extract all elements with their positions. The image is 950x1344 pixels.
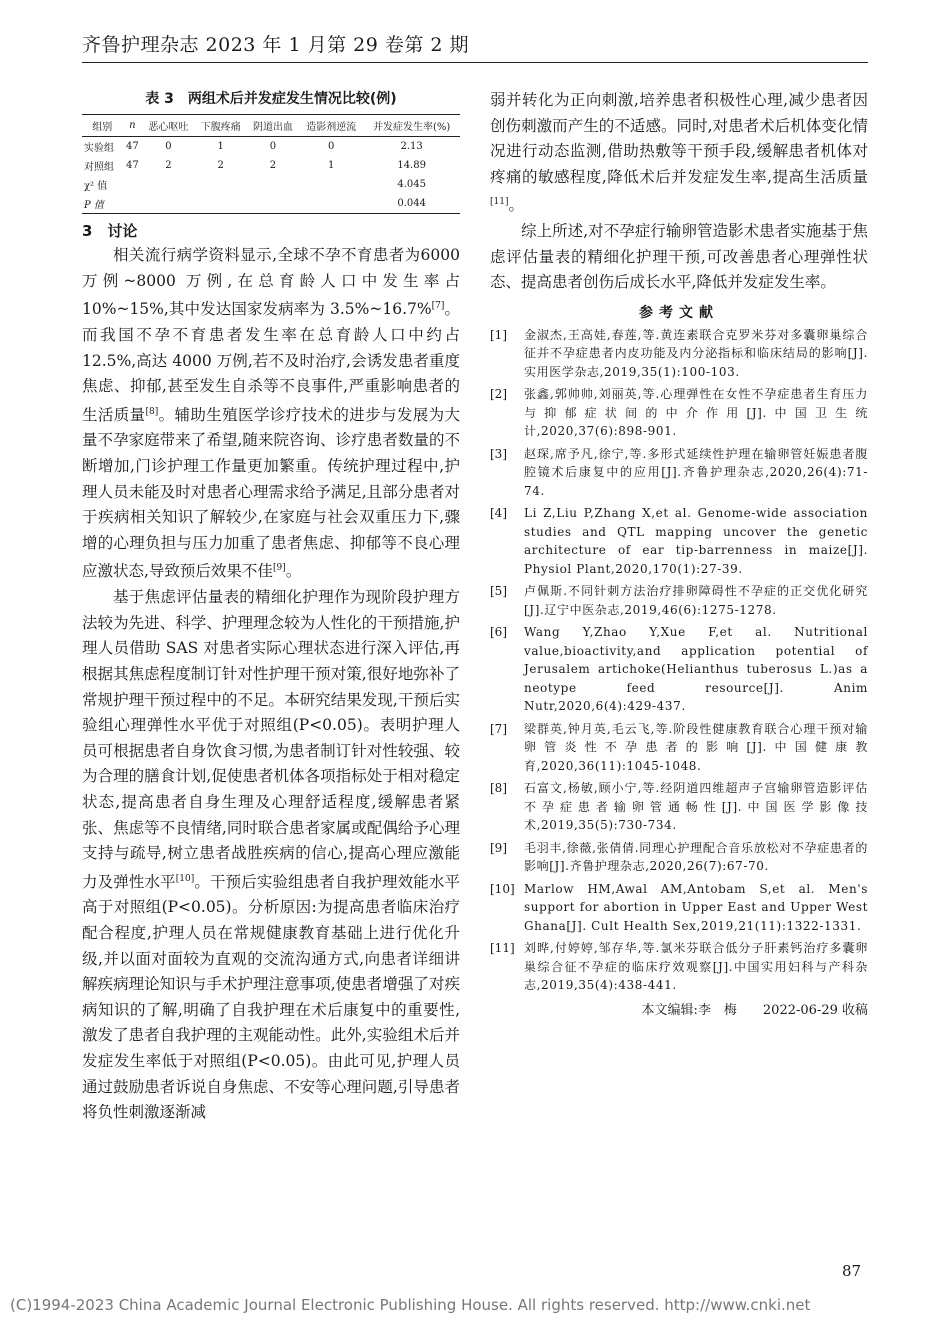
reference-text: 赵琛,席予凡,徐宁,等.多形式延续性护理在输卵管妊娠患者腹腔镜术后康复中的应用[J].齐鲁护理杂志,2020,26(4):71-74. xyxy=(524,446,868,498)
reference-item xyxy=(490,720,868,776)
table-cell xyxy=(247,175,299,194)
table-header-cell: 造影剂逆流 xyxy=(299,115,363,137)
section-heading: 3 讨论 xyxy=(82,222,138,240)
header-rule xyxy=(82,62,868,63)
reference-number: [3] xyxy=(490,446,507,461)
table-cell: 47 xyxy=(125,160,139,171)
reference-item xyxy=(490,623,868,716)
citation: [7] xyxy=(431,301,445,312)
reference-number: [7] xyxy=(490,721,507,736)
discussion-paragraph-2-continued xyxy=(490,88,868,219)
table-cell: 0 xyxy=(328,141,335,152)
citation: [11] xyxy=(490,197,509,208)
table-header-cell: 组别 xyxy=(82,115,122,137)
table-cell: 2 xyxy=(269,160,277,171)
reference-item xyxy=(490,504,868,578)
reference-number: [4] xyxy=(490,506,507,521)
reference-text: 金淑杰,王高娃,春莲,等.黄连素联合克罗米芬对多囊卵巢综合征并不孕症患者内皮功能及内分泌指标和临床结局的影响[J].实用医学杂志,2019,35(1):100-103. xyxy=(524,327,868,379)
editor-line: 本文编辑:李 梅 2022-06-29 收稿 xyxy=(641,1002,868,1018)
table-cell xyxy=(195,194,247,214)
reference-item xyxy=(490,779,868,835)
discussion-paragraph-1 xyxy=(82,243,460,585)
table-cell xyxy=(195,175,247,194)
table-row xyxy=(82,156,460,175)
table-cell: 47 xyxy=(125,141,139,152)
table-cell: 0.044 xyxy=(363,194,460,214)
table-header-cell: 阴道出血 xyxy=(247,115,299,137)
reference-text: 石富文,杨敏,顾小宁,等.经阴道四维超声子宫输卵管造影评估不孕症患者输卵管通畅性[J].中国医学影像技术,2019,35(5):730-734. xyxy=(524,781,868,833)
reference-item xyxy=(490,839,868,876)
reference-number: [10] xyxy=(490,881,515,896)
citation: [8] xyxy=(145,406,159,417)
reference-text: 梁群英,钟月英,毛云飞,等.阶段性健康教育联合心理干预对输卵管炎性不孕患者的影响[J].中国健康教育,2020,36(11):1045-1048. xyxy=(524,721,868,773)
table-cell xyxy=(299,175,363,194)
copyright-footer: (C)1994-2023 China Academic Journal Electronic Publishing House. All rights reserved. http://www.cnki.net xyxy=(10,1296,811,1314)
table-cell xyxy=(122,175,142,194)
paragraph-text: 。辅助生殖医学诊疗技术的进步与发展为大量不孕家庭带来了希望,随来院咨询、诊疗患者数量的不断增加,门诊护理工作量更加繁重。传统护理过程中,护理人员未能及时对患者心理需求给予满足,且部分患者对于疾病相关知识了解较少,在家庭与社会双重压力下,骤增的心理负担与压力加重了患者焦虑、抑郁等不良心理应激状态,导致预后效果不佳 xyxy=(82,405,460,581)
page-number: 87 xyxy=(842,1262,862,1280)
left-column xyxy=(82,88,460,1126)
table-cell: 0 xyxy=(269,141,277,152)
reference-number: [5] xyxy=(490,584,507,599)
reference-number: [11] xyxy=(490,941,515,956)
table-cell xyxy=(142,175,194,194)
table-row xyxy=(82,194,460,214)
reference-text: Li Z,Liu P,Zhang X,et al. Genome-wide association studies and QTL mapping uncover the genetic architecture of ear tip-barrenness in maize[J]. Physiol Plant,2020,170(1):27-39. xyxy=(524,506,868,576)
table-cell xyxy=(122,194,142,214)
table-cell: P 值 xyxy=(82,194,122,214)
discussion-paragraph-3: 综上所述,对不孕症行输卵管造影术患者实施基于焦虑评估量表的精细化护理干预,可改善患者心理弹性状态、提高患者创伤后成长水平,降低并发症发生率。 xyxy=(490,222,868,292)
reference-text: Marlow HM,Awal AM,Antobam S,et al. Men's support for abortion in Upper East and Upper West Ghana[J]. Cult Health Sex,2019,21(11):1322-1331. xyxy=(524,881,868,933)
paragraph-text: 。而我国不孕不育患者发生率在总育龄人口中约占 12.5%,高达 4000 万例,若不及时治疗,会诱发患者重度焦虑、抑郁,甚至发生自杀等不良事件,严重影响患者的生活质量 xyxy=(82,300,460,424)
reference-number: [1] xyxy=(490,327,507,342)
right-column xyxy=(490,88,868,1018)
table-cell xyxy=(247,194,299,214)
reference-item xyxy=(490,445,868,501)
table-cell: 2.13 xyxy=(400,141,423,152)
reference-text: 卢佩斯.不同针刺方法治疗排卵障碍性不孕症的正交优化研究[J].辽宁中医杂志,2019,46(6):1275-1278. xyxy=(524,584,868,617)
reference-item xyxy=(490,582,868,619)
table-cell: 实验组 xyxy=(84,143,114,154)
table-header-cell: 并发症发生率(%) xyxy=(363,115,460,137)
reference-number: [8] xyxy=(490,781,507,796)
table-cell: 14.89 xyxy=(397,160,426,171)
reference-text: 刘晔,付婷婷,邹存华,等.氯米芬联合低分子肝素钙治疗多囊卵巢综合征不孕症的临床疗效观察[J].中国实用妇科与产科杂志,2019,35(4):438-441. xyxy=(524,941,868,993)
reference-item xyxy=(490,326,868,382)
paragraph-text: 。干预后实验组患者自我护理效能水平高于对照组(P<0.05)。分析原因:为提高患者临床治疗配合程度,护理人员在常规健康教育基础上进行优化升级,并以面对面较为直观的交流沟通方式,向患者详细讲解疾病理论知识与手术护理注意事项,使患者增强了对疾病知识的了解,明确了自我护理在术后康复中的重要性,激发了患者自我护理的主观能动性。此外,实验组术后并发症发生率低于对照组(P<0.05)。由此可见,护理人员通过鼓励患者诉说自身焦虑、不安等心理问题,引导患者将负性刺激逐渐减 xyxy=(82,872,460,1122)
table-cell: 1 xyxy=(217,141,224,152)
reference-number: [9] xyxy=(490,840,507,855)
paragraph-text: 。 xyxy=(285,562,302,581)
table-cell xyxy=(142,194,194,214)
paragraph-text: 弱并转化为正向刺激,培养患者积极性心理,减少患者因创伤刺激而产生的不适感。同时,对患者术后机体变化情况进行动态监测,借助热敷等干预手段,缓解患者机体对疼痛的敏感程度,降低术后并发症发生率,提高生活质量 xyxy=(490,91,868,186)
discussion-paragraph-2 xyxy=(82,585,460,1126)
references-title: 参考文献 xyxy=(639,304,719,321)
reference-text: 毛羽丰,徐薇,张倩倩.同理心护理配合音乐放松对不孕症患者的影响[J].齐鲁护理杂志,2020,26(7):67-70. xyxy=(524,840,868,874)
citation: [10] xyxy=(175,873,195,884)
table-caption: 表 3 两组术后并发症发生情况比较(例) xyxy=(145,91,397,107)
reference-list xyxy=(490,326,868,995)
reference-text: 张鑫,郭帅帅,刘丽英,等.心理弹性在女性不孕症患者生育压力与抑郁症状间的中介作用[J].中国卫生统计,2020,37(6):898-901. xyxy=(524,387,868,439)
table-cell: 2 xyxy=(217,160,224,171)
reference-item xyxy=(490,939,868,995)
table-header-cell: n xyxy=(122,115,142,137)
reference-number: [2] xyxy=(490,387,507,402)
table-cell: 2 xyxy=(165,160,172,171)
citation: [9] xyxy=(272,563,286,574)
table-header-row xyxy=(82,115,460,137)
table-header-cell: 下腹疼痛 xyxy=(195,115,247,137)
table-cell: 1 xyxy=(328,160,335,171)
reference-number: [6] xyxy=(490,625,507,640)
reference-text: Wang Y,Zhao Y,Xue F,et al. Nutritional value,bioactivity,and application potential of Jerusalem artichoke(Helianthus tuberosus L.)as a neotype feed resource[J]. Anim Nutr,2020,6(4):429-437. xyxy=(524,625,868,714)
complications-table xyxy=(82,114,460,214)
table-cell: χ² 值 xyxy=(84,181,108,192)
table-header-cell: 恶心呕吐 xyxy=(142,115,194,137)
paragraph-text: 。 xyxy=(508,196,524,215)
journal-header: 齐鲁护理杂志 2023 年 1 月第 29 卷第 2 期 xyxy=(82,34,470,56)
paragraph-text: 相关流行病学资料显示,全球不孕不育患者为6000 万例~8000 万例,在总育龄人口中发生率占 10%~15%,其中发达国家发病率为 3.5%~16.7% xyxy=(82,246,460,319)
table-cell: 0 xyxy=(165,141,172,152)
table-cell: 4.045 xyxy=(397,179,426,190)
table-row xyxy=(82,175,460,194)
reference-item xyxy=(490,385,868,441)
paragraph-text: 基于焦虑评估量表的精细化护理作为现阶段护理方法较为先进、科学、护理理念较为人性化的干预措施,护理人员借助 SAS 对患者实际心理状态进行深入评估,再根据其焦虑程度制订针对性护理干预对策,很好地弥补了常规护理干预过程中的不足。本研究结果发现,干预后实验组心理弹性水平优于对照组(P<0.05)。表明护理人员可根据患者自身饮食习惯,为患者制订针对性较强、较为合理的膳食计划,促使患者机体各项指标处于相对稳定状态,提高患者自身生理及心理舒适程度,缓解患者紧张、焦虑等不良情绪,同时联合患者家属或配偶给予心理支持与疏导,树立患者战胜疾病的信心,提高心理应激能力及弹性水平 xyxy=(82,588,460,891)
table-cell: 对照组 xyxy=(84,162,114,173)
reference-item xyxy=(490,880,868,936)
table-row xyxy=(82,137,460,157)
table-cell xyxy=(299,194,363,214)
